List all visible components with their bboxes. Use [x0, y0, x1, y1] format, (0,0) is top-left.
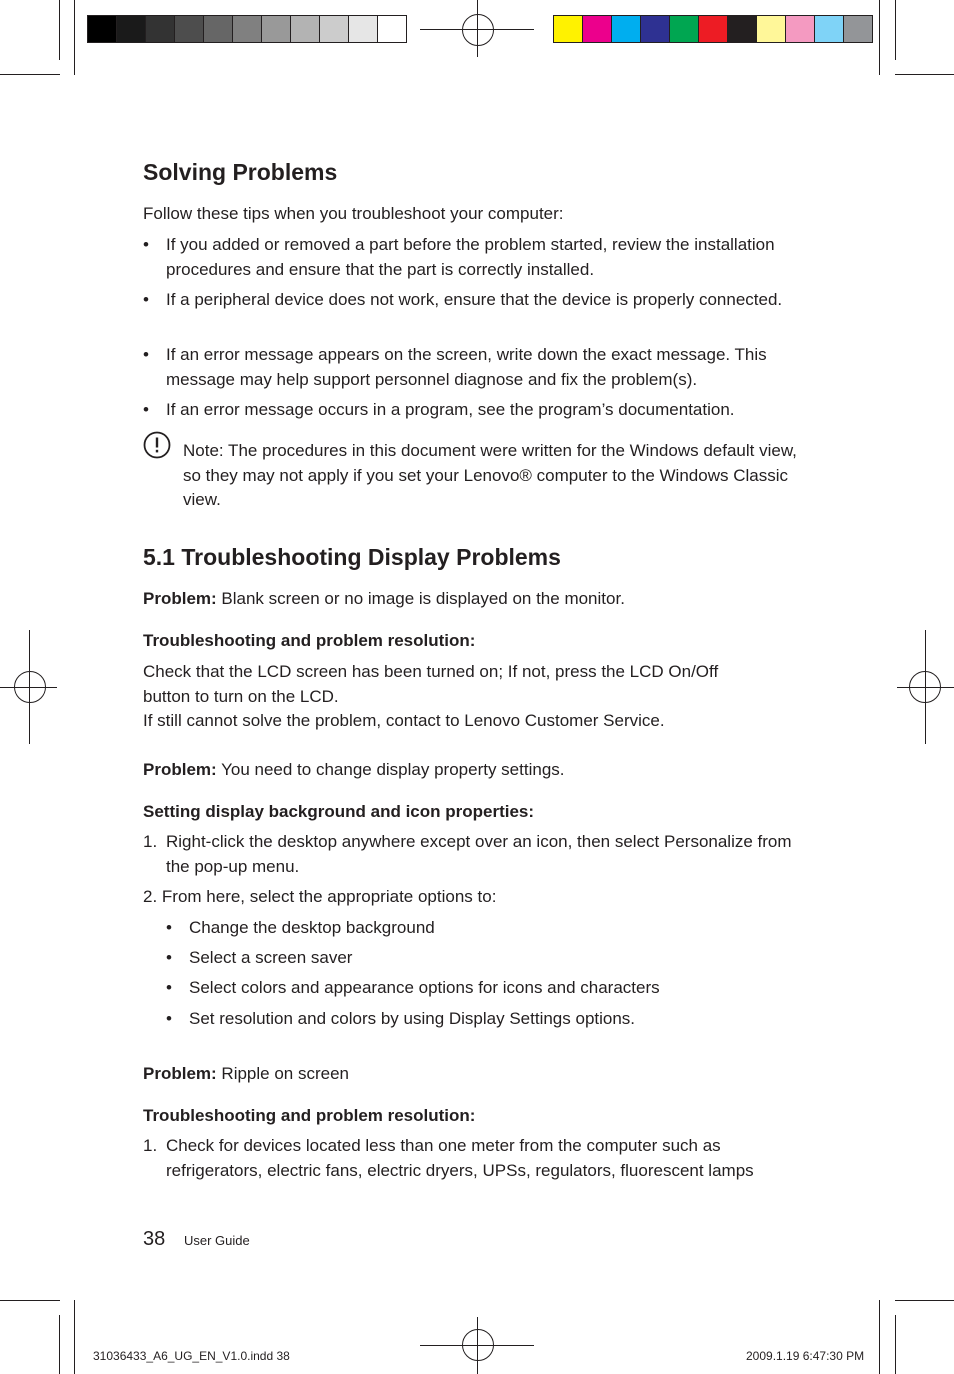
step-item: 2. From here, select the appropriate options to:: [143, 887, 497, 906]
color-swatch: [815, 16, 844, 42]
sub-list-item-text: Set resolution and colors by using Display Settings options.: [189, 1009, 636, 1028]
step-number: 1.: [143, 832, 158, 851]
crop-mark: [895, 0, 896, 60]
color-swatch: [146, 16, 175, 42]
color-swatch: [554, 16, 583, 42]
resolution-text: Check that the LCD screen has been turned on; If not, press the LCD On/Off button to turn on the LCD.: [143, 662, 719, 706]
bullet-dot: •: [143, 290, 149, 309]
section-title-solving-problems: Solving Problems: [143, 159, 338, 185]
problem-label: Problem:: [143, 760, 217, 779]
problem-text: You need to change display property settings.: [216, 760, 565, 779]
bullet-dot: •: [166, 978, 172, 997]
color-swatch: [699, 16, 728, 42]
sub-list-item-text: Change the desktop background: [189, 918, 435, 937]
step-text: Check for devices located less than one meter from the computer such as refrigerators, electric fans, electric dryers, UPSs, regulators, fluorescent lamps: [166, 1136, 754, 1180]
bullet-dot: •: [166, 1009, 172, 1028]
slug-file-info: 31036433_A6_UG_EN_V1.0.indd 38: [93, 1349, 290, 1363]
color-swatch: [262, 16, 291, 42]
crop-mark: [59, 0, 60, 60]
color-swatch: [583, 16, 612, 42]
step-text: Right-click the desktop anywhere except over an icon, then select Personalize from the pop-up menu.: [166, 832, 792, 876]
resolution-text: If still cannot solve the problem, contact to Lenovo Customer Service.: [143, 711, 665, 730]
gray-color-bar: [87, 15, 407, 43]
color-swatch: [117, 16, 146, 42]
problem-text: Blank screen or no image is displayed on the monitor.: [216, 589, 625, 608]
bullet-dot: •: [166, 918, 172, 937]
bullet-dot: •: [166, 948, 172, 967]
note-exclamation-icon: [143, 431, 171, 459]
subheading-display-settings: Setting display background and icon properties:: [143, 802, 535, 821]
color-swatch: [175, 16, 204, 42]
page-number: 38: [143, 1228, 166, 1250]
color-swatch: [320, 16, 349, 42]
color-swatch: [349, 16, 378, 42]
color-swatch: [786, 16, 815, 42]
crop-mark: [74, 1300, 75, 1374]
crop-mark: [74, 0, 75, 75]
crop-mark: [895, 1315, 896, 1374]
bullet-dot: •: [143, 345, 149, 364]
note-block: [183, 439, 803, 513]
color-swatch: [204, 16, 233, 42]
color-swatch: [757, 16, 786, 42]
problem-2: [143, 758, 803, 783]
color-swatch: [233, 16, 262, 42]
list-item-text: If you added or removed a part before the problem started, review the installation procedures and ensure that the part is correctly installed.: [166, 235, 775, 279]
list-item-text: If an error message appears on the screen, write down the exact message. This message may help support personnel diagnose and fix the problem(s).: [166, 345, 767, 389]
color-swatch: [378, 16, 406, 42]
note-text: The procedures in this document were written for the Windows default view, so they may not apply if you set your Lenovo® computer to the Windows Classic view.: [183, 441, 797, 509]
color-swatch: [88, 16, 117, 42]
process-color-bar: [553, 15, 873, 43]
crop-mark: [895, 74, 954, 75]
slug-date-info: 2009.1.19 6:47:30 PM: [746, 1349, 865, 1363]
color-swatch: [670, 16, 699, 42]
crop-mark: [895, 1300, 954, 1301]
section-intro: Follow these tips when you troubleshoot your computer:: [143, 204, 564, 223]
crop-mark: [59, 1315, 60, 1374]
color-swatch: [612, 16, 641, 42]
crop-mark: [879, 0, 880, 75]
problem-label: Problem:: [143, 1064, 217, 1083]
crop-mark: [879, 1300, 880, 1374]
list-item-text: If an error message occurs in a program, see the program’s documentation.: [166, 400, 735, 419]
color-swatch: [844, 16, 872, 42]
color-swatch: [291, 16, 320, 42]
bullet-dot: •: [143, 235, 149, 254]
problem-text: Ripple on screen: [216, 1064, 349, 1083]
sub-list-item-text: Select colors and appearance options for icons and characters: [189, 978, 660, 997]
section-title-display-problems: 5.1 Troubleshooting Display Problems: [143, 544, 561, 570]
problem-label: Problem:: [143, 589, 217, 608]
problem-3: [143, 1062, 803, 1087]
footer-label: User Guide: [184, 1233, 250, 1248]
list-item-text: If a peripheral device does not work, ensure that the device is properly connected.: [166, 290, 783, 309]
step-number: 1.: [143, 1136, 158, 1155]
crop-mark: [0, 74, 60, 75]
crop-mark: [0, 1300, 60, 1301]
color-swatch: [641, 16, 670, 42]
subheading-resolution: Troubleshooting and problem resolution:: [143, 1106, 476, 1125]
problem-1: [143, 587, 803, 612]
sub-list-item-text: Select a screen saver: [189, 948, 353, 967]
note-label: Note:: [183, 441, 224, 460]
color-swatch: [728, 16, 757, 42]
subheading-resolution: Troubleshooting and problem resolution:: [143, 631, 476, 650]
bullet-dot: •: [143, 400, 149, 419]
